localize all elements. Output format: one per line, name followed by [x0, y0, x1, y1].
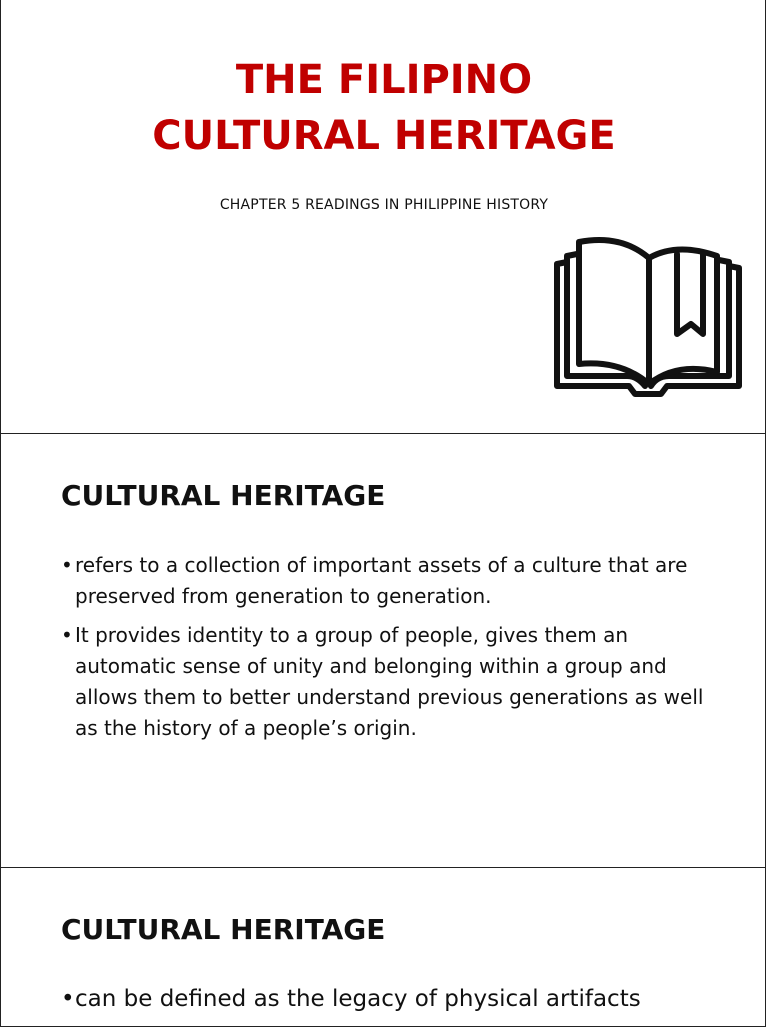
bullet-list: [61, 550, 731, 752]
slide-heading: CULTURAL HERITAGE: [61, 479, 386, 512]
open-book-icon: [549, 234, 749, 412]
bullet-icon: •: [61, 986, 75, 1012]
bullet-text: It provides identity to a group of people, gives them an automatic sense of unity and belonging within a group and allows them to better understand previous generations as well as the history of a people’s origin.: [75, 623, 704, 740]
slide-heading: CULTURAL HERITAGE: [61, 913, 386, 946]
slide-subtitle: CHAPTER 5 READINGS IN PHILIPPINE HISTORY: [219, 197, 549, 213]
list-item: [61, 984, 761, 1015]
bullet-text: can be defined as the legacy of physical artifacts: [75, 986, 641, 1012]
content-slide: [0, 433, 766, 868]
slide-title: [1, 52, 766, 164]
list-item: [61, 620, 731, 744]
bullet-list: [61, 984, 761, 1023]
bullet-icon: •: [61, 623, 73, 647]
bullet-text: refers to a collection of important assets of a culture that are preserved from generation to generation.: [75, 553, 688, 608]
title-line-1: THE FILIPINO: [235, 57, 533, 103]
bullet-icon: •: [61, 553, 73, 577]
content-slide: [0, 867, 766, 1027]
title-line-2: CULTURAL HERITAGE: [152, 113, 616, 159]
list-item: [61, 550, 731, 612]
title-slide: [0, 0, 766, 434]
